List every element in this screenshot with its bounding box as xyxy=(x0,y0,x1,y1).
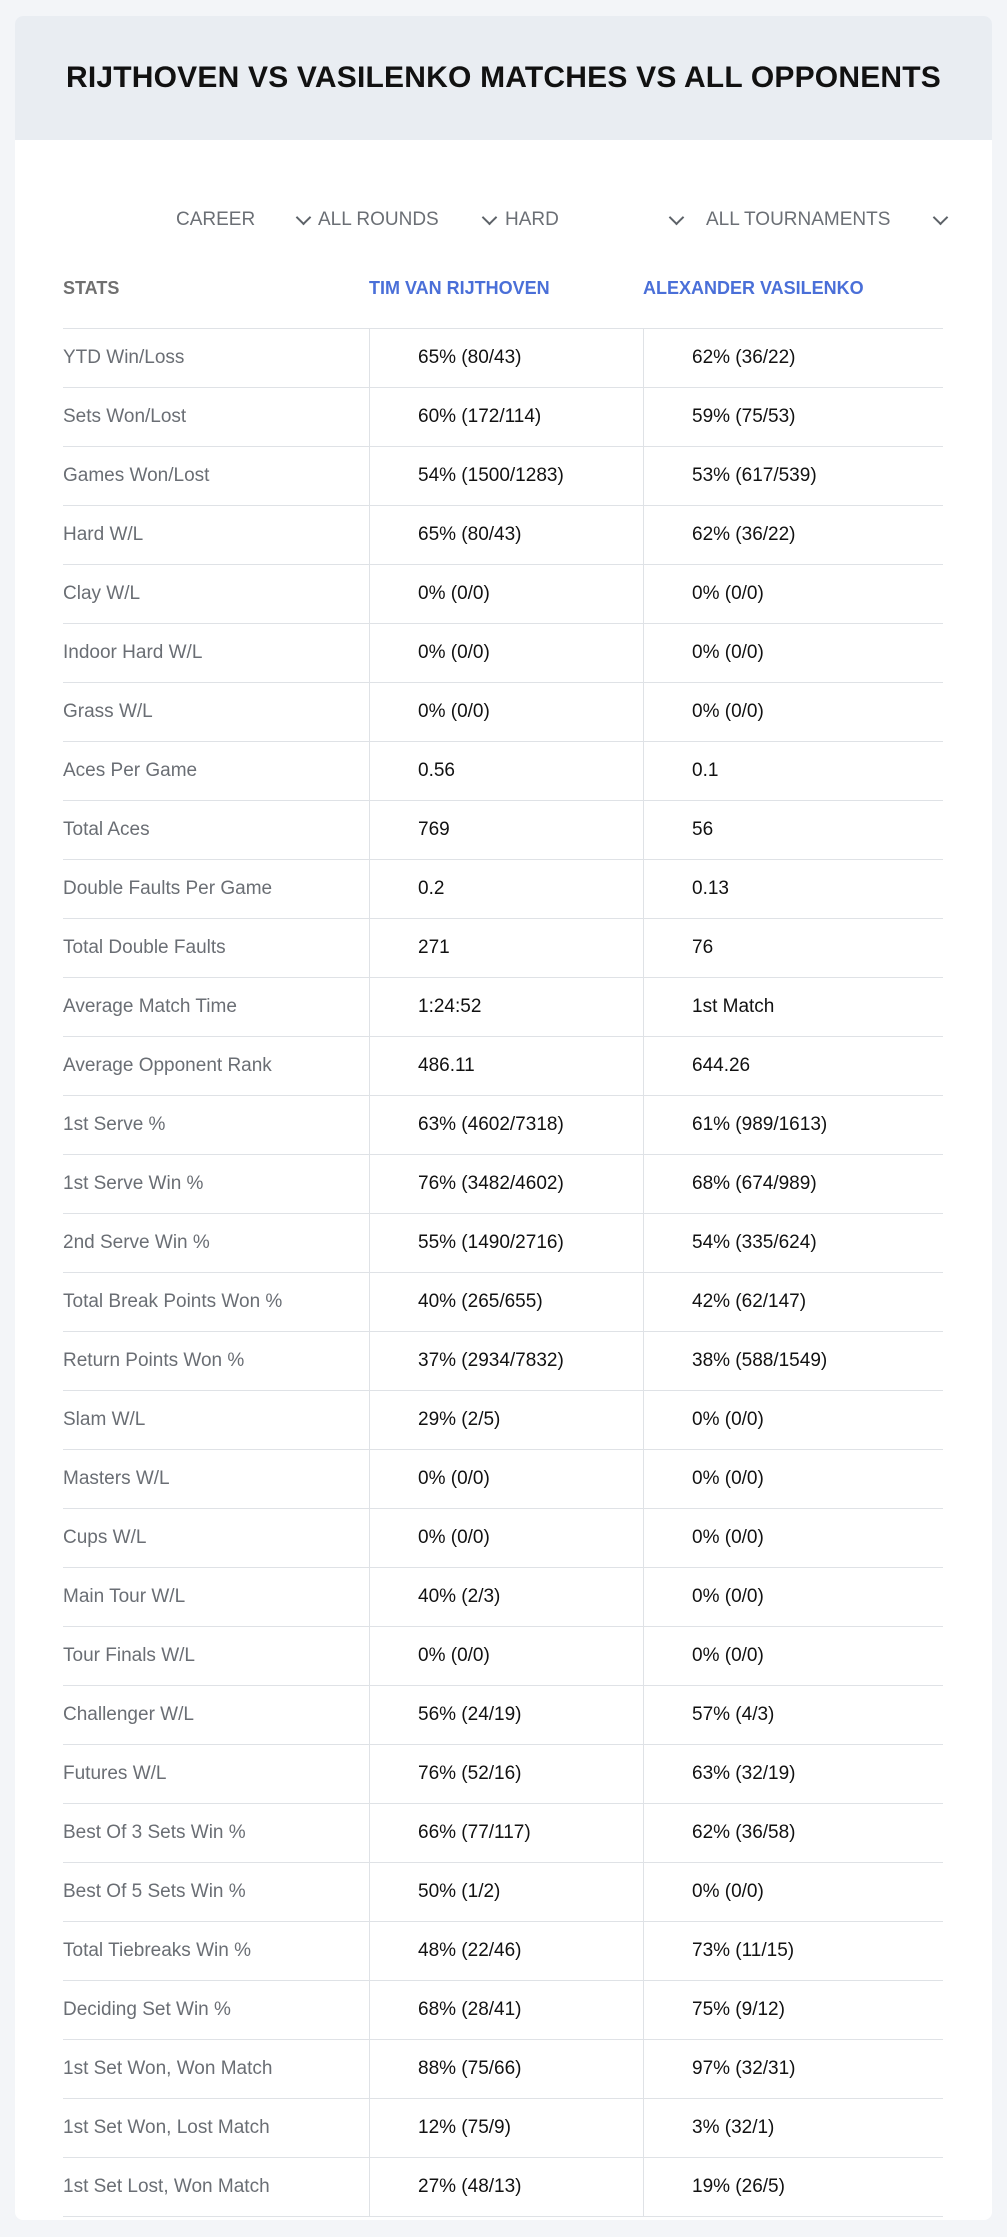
player2-value: 0% (0/0) xyxy=(643,1391,943,1449)
filter-bar xyxy=(15,192,992,248)
table-row xyxy=(63,1154,943,1213)
player2-value: 53% (617/539) xyxy=(643,447,943,505)
stat-label: Tour Finals W/L xyxy=(63,1645,195,1666)
table-row xyxy=(63,1980,943,2039)
chevron-down-icon xyxy=(296,210,312,226)
player2-value: 0% (0/0) xyxy=(643,1568,943,1626)
player2-value: 59% (75/53) xyxy=(643,388,943,446)
table-row xyxy=(63,2039,943,2098)
player2-value: 0% (0/0) xyxy=(643,624,943,682)
player1-value: 40% (2/3) xyxy=(369,1568,643,1626)
player1-value: 486.11 xyxy=(369,1037,643,1095)
stat-label: Grass W/L xyxy=(63,701,153,722)
player2-value: 3% (32/1) xyxy=(643,2099,943,2157)
stat-label: Cups W/L xyxy=(63,1527,147,1548)
table-row xyxy=(63,328,943,387)
stat-label: Games Won/Lost xyxy=(63,465,210,486)
stat-label: Best Of 3 Sets Win % xyxy=(63,1822,246,1843)
stat-label: Total Aces xyxy=(63,819,150,840)
player2-value: 62% (36/22) xyxy=(643,329,943,387)
tournaments-select-label: ALL TOURNAMENTS xyxy=(706,209,891,230)
stat-label: Masters W/L xyxy=(63,1468,170,1489)
player2-value: 73% (11/15) xyxy=(643,1922,943,1980)
player2-value: 62% (36/22) xyxy=(643,506,943,564)
page-header xyxy=(15,16,992,140)
player2-value: 54% (335/624) xyxy=(643,1214,943,1272)
player1-value: 48% (22/46) xyxy=(369,1922,643,1980)
stats-column-header: STATS xyxy=(63,278,120,298)
player1-value: 271 xyxy=(369,919,643,977)
table-row xyxy=(63,1803,943,1862)
player1-value: 29% (2/5) xyxy=(369,1391,643,1449)
table-row xyxy=(63,682,943,741)
table-row xyxy=(63,1272,943,1331)
player2-value: 56 xyxy=(643,801,943,859)
player1-value: 65% (80/43) xyxy=(369,329,643,387)
table-header xyxy=(63,248,943,328)
player2-value: 0% (0/0) xyxy=(643,1450,943,1508)
table-row xyxy=(63,918,943,977)
stat-label: Double Faults Per Game xyxy=(63,878,273,899)
surface-select-label: HARD xyxy=(505,209,559,230)
stat-label: Return Points Won % xyxy=(63,1350,245,1371)
table-row xyxy=(63,1095,943,1154)
stat-label: Challenger W/L xyxy=(63,1704,194,1725)
stat-label: Hard W/L xyxy=(63,524,144,545)
player1-value: 27% (48/13) xyxy=(369,2158,643,2216)
stat-label: Indoor Hard W/L xyxy=(63,642,203,663)
player2-value: 97% (32/31) xyxy=(643,2040,943,2098)
player1-value: 54% (1500/1283) xyxy=(369,447,643,505)
table-row xyxy=(63,1508,943,1567)
chevron-down-icon xyxy=(482,210,498,226)
player1-value: 0% (0/0) xyxy=(369,1450,643,1508)
chevron-down-icon xyxy=(669,210,685,226)
table-row xyxy=(63,1449,943,1508)
stat-label: Average Opponent Rank xyxy=(63,1055,272,1076)
stat-label: Sets Won/Lost xyxy=(63,406,187,427)
stat-label: Futures W/L xyxy=(63,1763,167,1784)
rounds-select[interactable] xyxy=(318,204,439,236)
player1-value: 56% (24/19) xyxy=(369,1686,643,1744)
player1-value: 0% (0/0) xyxy=(369,1509,643,1567)
player1-value: 40% (265/655) xyxy=(369,1273,643,1331)
stat-label: 1st Serve % xyxy=(63,1114,166,1135)
table-row xyxy=(63,977,943,1036)
player2-value: 75% (9/12) xyxy=(643,1981,943,2039)
player1-value: 0% (0/0) xyxy=(369,1627,643,1685)
stat-label: Total Double Faults xyxy=(63,937,226,958)
rounds-select-label: ALL ROUNDS xyxy=(318,209,439,230)
stat-label: 1st Set Won, Won Match xyxy=(63,2058,273,2079)
stat-label: Best Of 5 Sets Win % xyxy=(63,1881,246,1902)
table-row xyxy=(63,741,943,800)
table-row xyxy=(63,1213,943,1272)
career-select[interactable] xyxy=(176,204,255,236)
player2-value: 0.1 xyxy=(643,742,943,800)
player1-value: 66% (77/117) xyxy=(369,1804,643,1862)
player2-value: 61% (989/1613) xyxy=(643,1096,943,1154)
player1-value: 63% (4602/7318) xyxy=(369,1096,643,1154)
stat-label: Slam W/L xyxy=(63,1409,146,1430)
table-row xyxy=(63,1921,943,1980)
stat-label: 1st Serve Win % xyxy=(63,1173,204,1194)
tournaments-select[interactable] xyxy=(706,204,890,236)
table-row xyxy=(63,1036,943,1095)
player1-value: 1:24:52 xyxy=(369,978,643,1036)
player2-value: 57% (4/3) xyxy=(643,1686,943,1744)
player1-value: 76% (3482/4602) xyxy=(369,1155,643,1213)
table-row xyxy=(63,1862,943,1921)
stats-card xyxy=(15,16,992,2220)
table-row xyxy=(63,446,943,505)
player2-value: 0% (0/0) xyxy=(643,1627,943,1685)
table-body xyxy=(63,328,943,2217)
stat-label: YTD Win/Loss xyxy=(63,347,185,368)
surface-select[interactable] xyxy=(505,204,559,236)
stat-label: 1st Set Won, Lost Match xyxy=(63,2117,270,2138)
table-row xyxy=(63,1390,943,1449)
player1-value: 37% (2934/7832) xyxy=(369,1332,643,1390)
player2-value: 0% (0/0) xyxy=(643,1863,943,1921)
player1-value: 60% (172/114) xyxy=(369,388,643,446)
player2-value: 1st Match xyxy=(643,978,943,1036)
table-row xyxy=(63,859,943,918)
table-row xyxy=(63,800,943,859)
player2-value: 0% (0/0) xyxy=(643,565,943,623)
player2-value: 644.26 xyxy=(643,1037,943,1095)
table-row xyxy=(63,387,943,446)
stat-label: Deciding Set Win % xyxy=(63,1999,231,2020)
player1-value: 68% (28/41) xyxy=(369,1981,643,2039)
page-title: RIJTHOVEN VS VASILENKO MATCHES VS ALL OPPONENTS xyxy=(65,61,942,94)
player1-value: 0.56 xyxy=(369,742,643,800)
table-row xyxy=(63,2157,943,2217)
stat-label: 1st Set Lost, Won Match xyxy=(63,2176,270,2197)
stat-label: Total Tiebreaks Win % xyxy=(63,1940,251,1961)
player2-column-header[interactable]: ALEXANDER VASILENKO xyxy=(643,278,864,298)
stat-label: Aces Per Game xyxy=(63,760,198,781)
player2-value: 63% (32/19) xyxy=(643,1745,943,1803)
player2-value: 68% (674/989) xyxy=(643,1155,943,1213)
player1-value: 50% (1/2) xyxy=(369,1863,643,1921)
player1-value: 55% (1490/2716) xyxy=(369,1214,643,1272)
table-row xyxy=(63,2098,943,2157)
stat-label: Clay W/L xyxy=(63,583,141,604)
player1-value: 76% (52/16) xyxy=(369,1745,643,1803)
table-row xyxy=(63,1626,943,1685)
table-row xyxy=(63,1685,943,1744)
career-select-label: CAREER xyxy=(176,209,256,230)
stats-table xyxy=(63,248,943,2217)
player1-value: 0% (0/0) xyxy=(369,565,643,623)
table-row xyxy=(63,564,943,623)
player2-value: 38% (588/1549) xyxy=(643,1332,943,1390)
player1-value: 0.2 xyxy=(369,860,643,918)
player2-value: 0% (0/0) xyxy=(643,683,943,741)
player2-value: 62% (36/58) xyxy=(643,1804,943,1862)
player2-value: 19% (26/5) xyxy=(643,2158,943,2216)
player2-value: 0.13 xyxy=(643,860,943,918)
player2-value: 0% (0/0) xyxy=(643,1509,943,1567)
player1-value: 65% (80/43) xyxy=(369,506,643,564)
player1-value: 0% (0/0) xyxy=(369,683,643,741)
table-row xyxy=(63,1567,943,1626)
player1-column-header[interactable]: TIM VAN RIJTHOVEN xyxy=(369,278,550,298)
stat-label: 2nd Serve Win % xyxy=(63,1232,210,1253)
stat-label: Main Tour W/L xyxy=(63,1586,186,1607)
player2-value: 76 xyxy=(643,919,943,977)
table-row xyxy=(63,1331,943,1390)
player2-value: 42% (62/147) xyxy=(643,1273,943,1331)
stat-label: Average Match Time xyxy=(63,996,237,1017)
player1-value: 0% (0/0) xyxy=(369,624,643,682)
player1-value: 769 xyxy=(369,801,643,859)
table-row xyxy=(63,1744,943,1803)
player1-value: 88% (75/66) xyxy=(369,2040,643,2098)
player1-value: 12% (75/9) xyxy=(369,2099,643,2157)
stat-label: Total Break Points Won % xyxy=(63,1291,283,1312)
chevron-down-icon xyxy=(933,210,949,226)
table-row xyxy=(63,505,943,564)
table-row xyxy=(63,623,943,682)
